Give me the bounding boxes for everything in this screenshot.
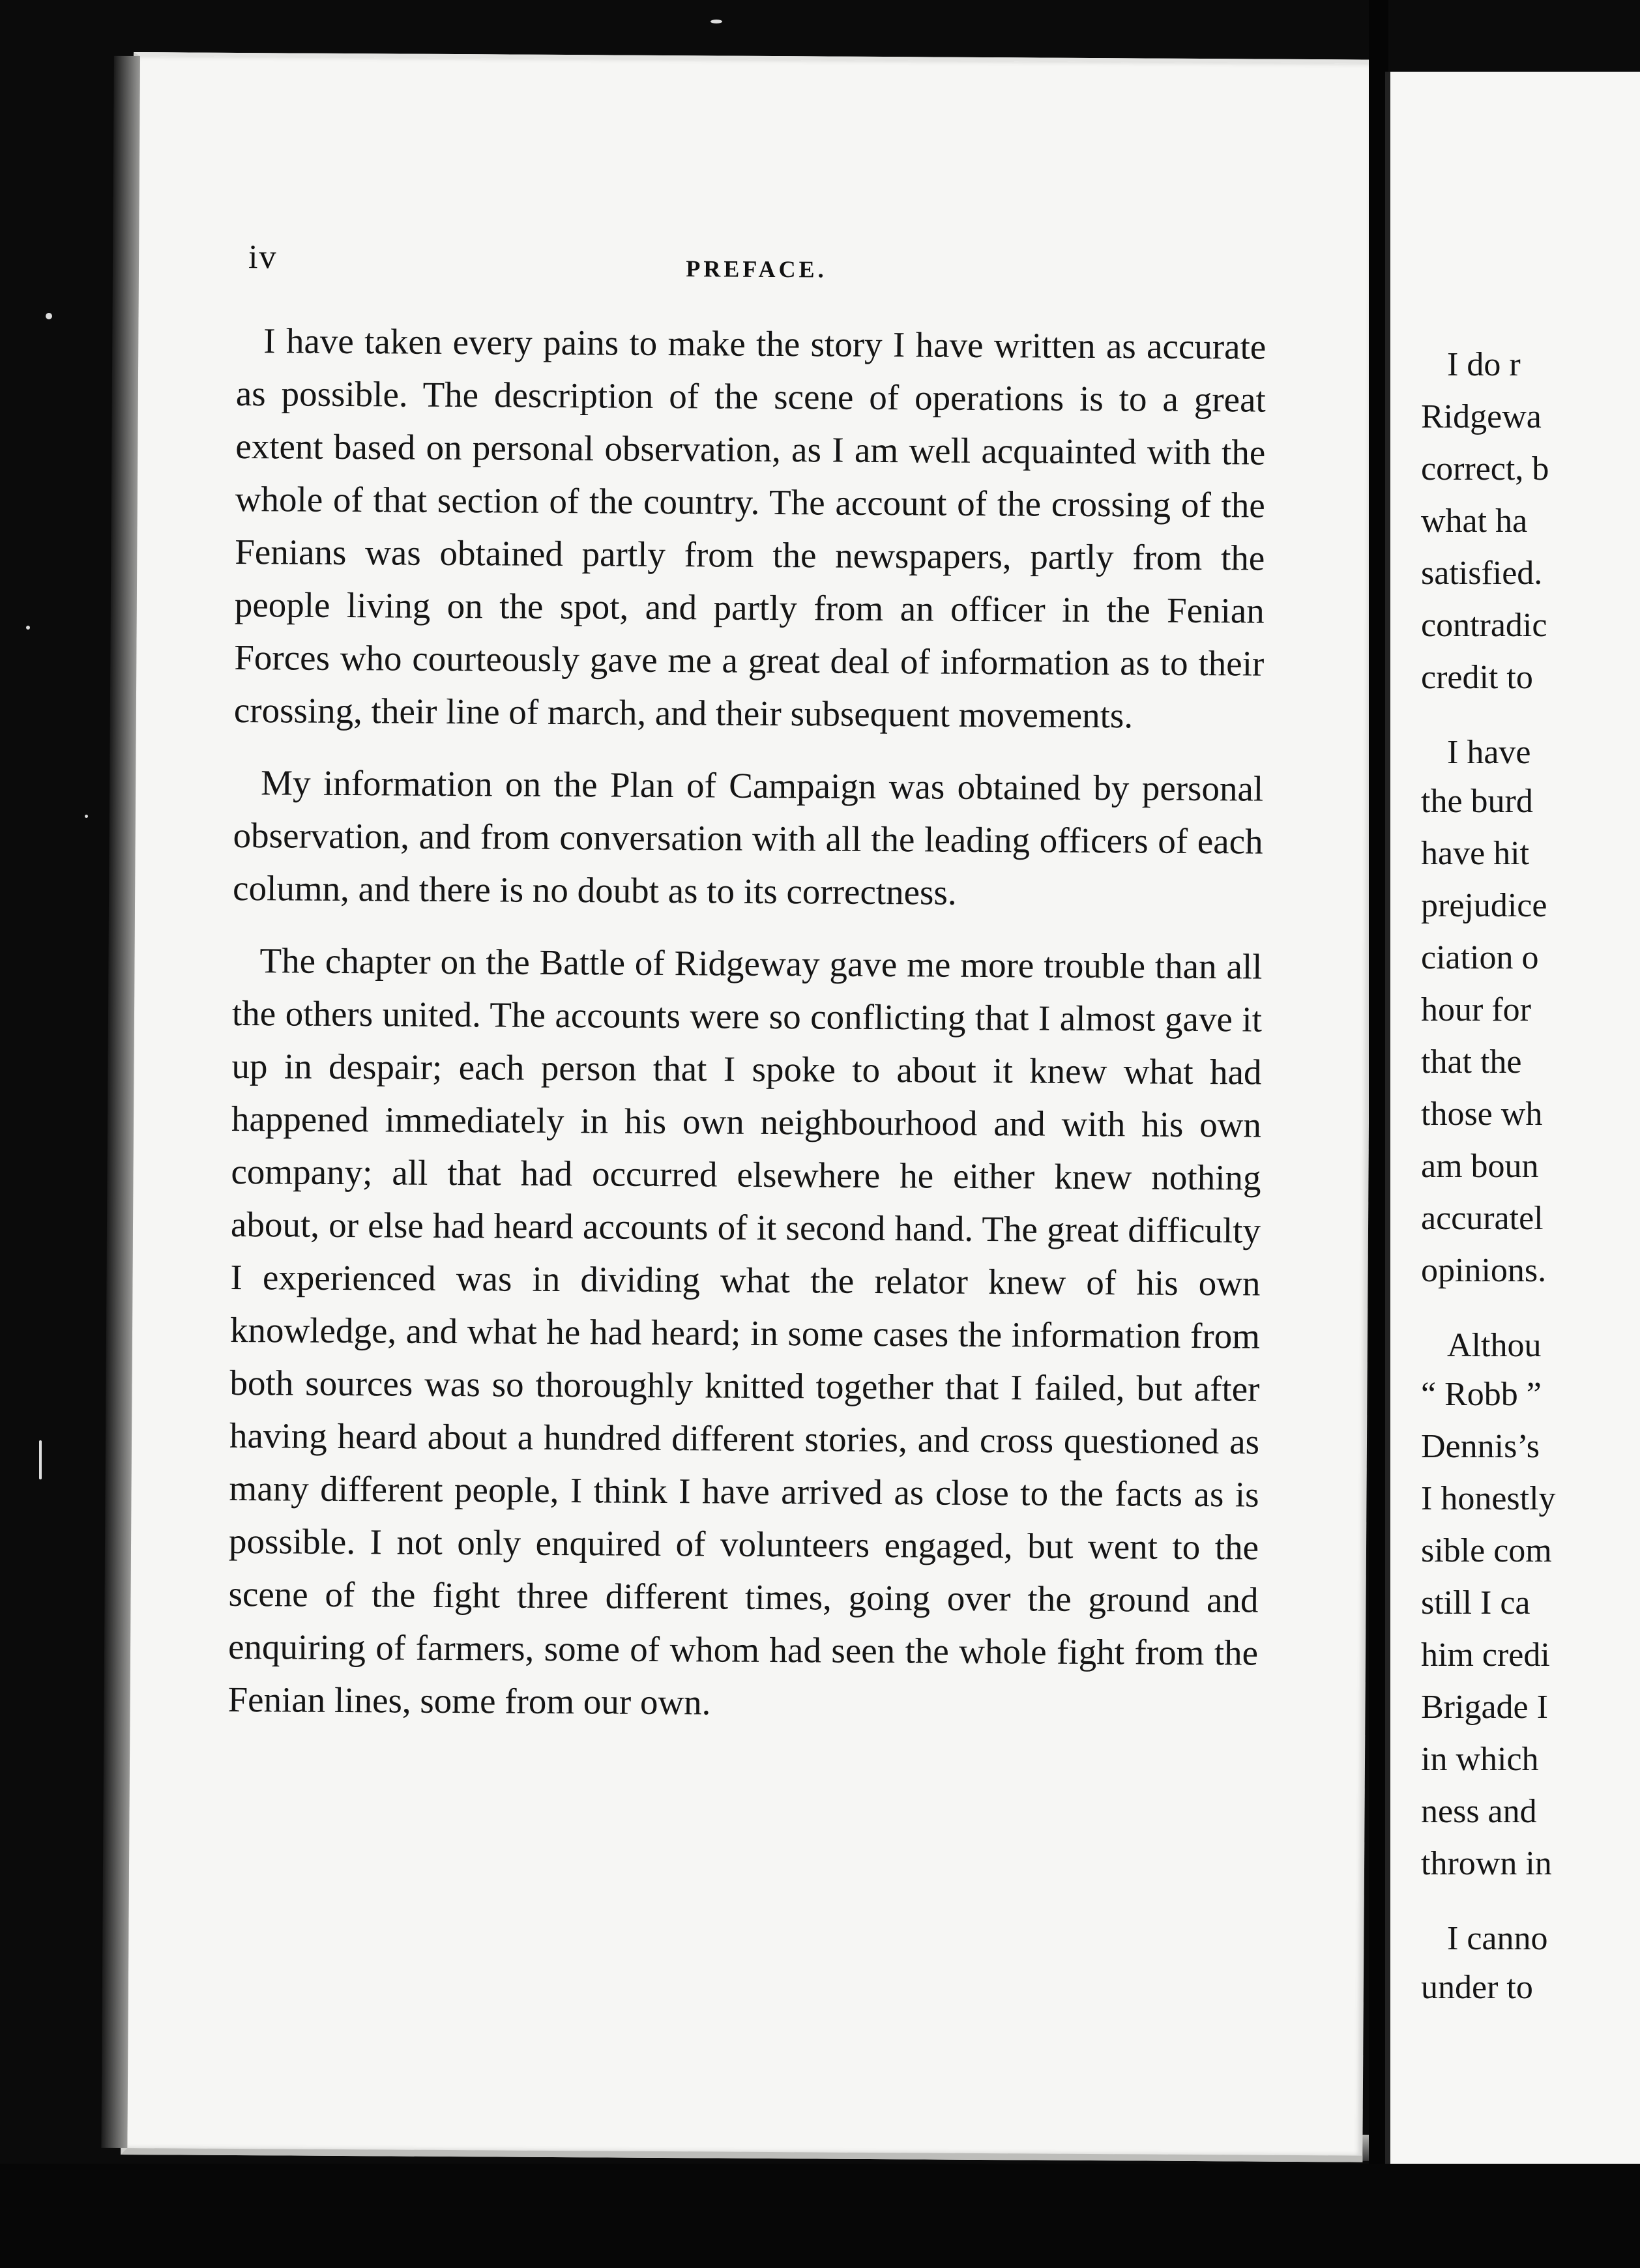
text-line: thrown in	[1421, 1845, 1552, 1882]
text-line: Brigade I	[1421, 1689, 1548, 1726]
text-line: Althou	[1447, 1327, 1542, 1364]
left-page	[121, 52, 1375, 2162]
text-line: accuratel	[1421, 1200, 1544, 1237]
text-line: correct, b	[1421, 450, 1549, 487]
text-line: have hit	[1421, 835, 1530, 872]
text-line: opinions.	[1421, 1252, 1547, 1289]
text-line: I do r	[1447, 346, 1521, 383]
text-line: the burd	[1421, 783, 1533, 820]
text-line: Dennis’s	[1421, 1428, 1540, 1465]
text-line: sible com	[1421, 1532, 1552, 1569]
paragraph: My information on the Plan of Campaign was obtained by personal observation, and from conversation with all the leading officers of each column, and there is no doubt as to its correctness.	[232, 763, 1264, 912]
text-line: those wh	[1421, 1096, 1543, 1133]
right-page-text	[1421, 339, 1640, 2014]
text-line: that the	[1421, 1043, 1522, 1081]
preface-body	[227, 314, 1266, 1752]
dust-speck	[39, 1440, 42, 1479]
paragraph: The chapter on the Battle of Ridgeway gave me more trouble than all the others united. The accounts were so conflicting that I almost gave it up in despair; each person that I spoke to about it knew what had happened immediately in his own neighbourhood and with his own company; all that had occurred elsewhere he either knew nothing about, or else had heard accounts of it second hand. The great difficulty I experienced was in dividing what the relator knew of his own knowledge, and what he had heard; in some cases the information from both sources was so thoroughly knitted together that I failed, but after having heard about a hundred different stories, and cross questioned as many different people, I think I have arrived as close to the facts as is possible. I not only enquired of volunteers engaged, but went to the scene of the fight three different times, going over the ground and enquiring of farmers, some of whom had seen the whole fight from the Fenian lines, some from our own.	[227, 940, 1263, 1723]
text-line: contradic	[1421, 607, 1547, 644]
text-line: I canno	[1447, 1920, 1548, 1957]
text-line: in which	[1421, 1741, 1539, 1778]
text-line: Ridgewa	[1421, 398, 1542, 435]
dust-speck	[46, 313, 52, 319]
text-line: prejudice	[1421, 887, 1547, 924]
text-line: under to	[1421, 1969, 1533, 2006]
text-line: him credi	[1421, 1636, 1550, 1674]
dust-speck	[26, 626, 30, 630]
scan-background	[0, 2164, 1640, 2268]
dust-speck	[85, 815, 88, 818]
page-number: iv	[248, 239, 278, 276]
running-head: PREFACE.	[686, 255, 827, 283]
text-line: am boun	[1421, 1148, 1539, 1185]
dust-speck	[710, 20, 722, 23]
text-line: what ha	[1421, 502, 1528, 540]
text-line: satisfied.	[1421, 555, 1543, 592]
paragraph: I have taken every pains to make the story I have written as accurate as possible. The description of the scene of operations is to a great extent based on personal observation, as I am well acquainted with the whole of that section of the country. The account of the crossing of the Fenians was obtained partly from the newspapers, partly from the people living on the spot, and partly from an officer in the Fenian Forces who courteously gave me a great deal of information as to their crossing, their line of march, and their subsequent movements.	[233, 321, 1267, 736]
text-line: ness and	[1421, 1793, 1537, 1830]
page-edge-shadow	[101, 56, 140, 2148]
text-line: “ Robb ”	[1421, 1376, 1542, 1413]
text-line: I honestly	[1421, 1480, 1556, 1517]
text-line: hour for	[1421, 991, 1531, 1028]
text-line: ciation o	[1421, 939, 1539, 976]
text-line: I have	[1447, 734, 1531, 771]
text-line: still I ca	[1421, 1584, 1530, 1621]
text-line: credit to	[1421, 659, 1533, 696]
